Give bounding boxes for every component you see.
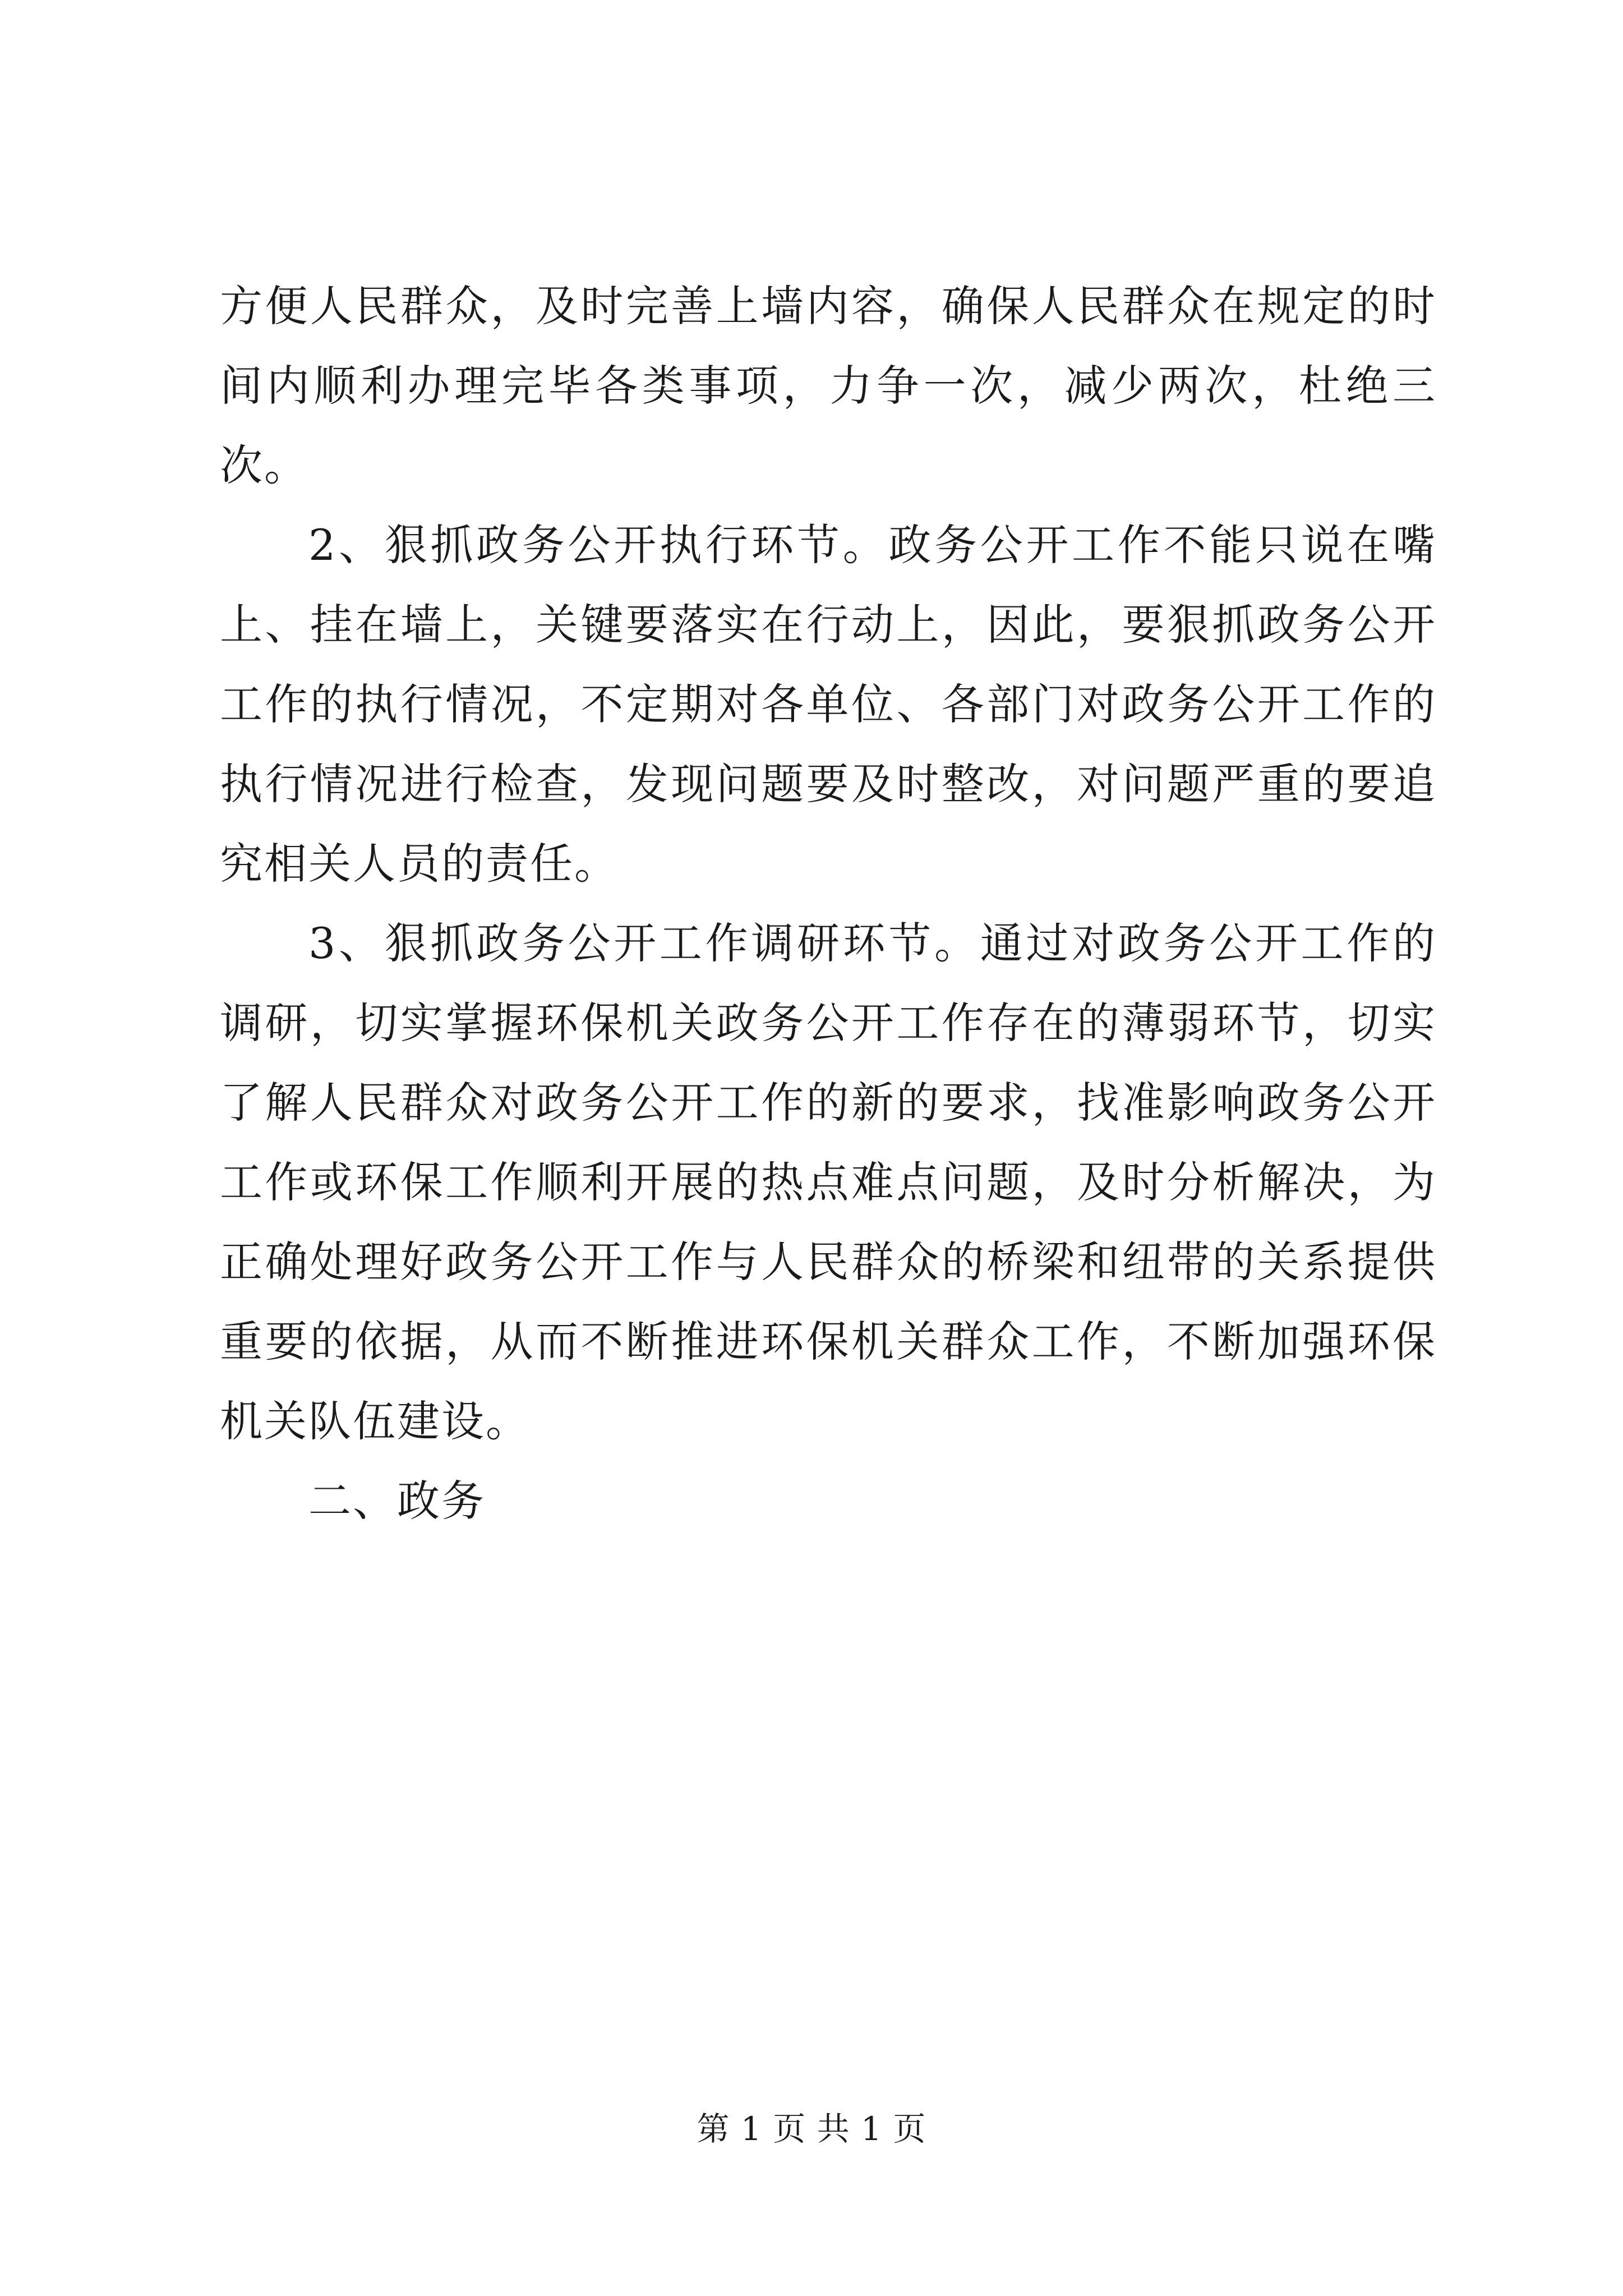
section-heading: 二、政务 <box>308 1476 486 1526</box>
paragraph-continuation: 方便人民群众，及时完善上墙内容，确保人民群众在规定的时间内顺利办理完毕各类事项，力争一次，减少两次，杜绝三次。 <box>220 281 1437 490</box>
page-number-footer: 第 1 页 共 1 页 <box>697 2110 926 2148</box>
paragraph-item-3: 3、狠抓政务公开工作调研环节。通过对政务公开工作的调研，切实掌握环保机关政务公开工作存在的薄弱环节，切实了解人民群众对政务公开工作的新的要求，找准影响政务公开工作或环保工作顺利开展的热点难点问题，及时分析解决，为正确处理好政务公开工作与人民群众的桥梁和纽带的关系提供重要的依据，从而不断推进环保机关群众工作，不断加强环保机关队伍建设。 <box>220 918 1437 1446</box>
paragraph-item-2: 2、狠抓政务公开执行环节。政务公开工作不能只说在嘴上、挂在墙上，关键要落实在行动上，因此，要狠抓政务公开工作的执行情况，不定期对各单位、各部门对政务公开工作的执行情况进行检查，发现问题要及时整改，对问题严重的要追究相关人员的责任。 <box>220 520 1437 889</box>
document-body <box>220 266 1437 1541</box>
